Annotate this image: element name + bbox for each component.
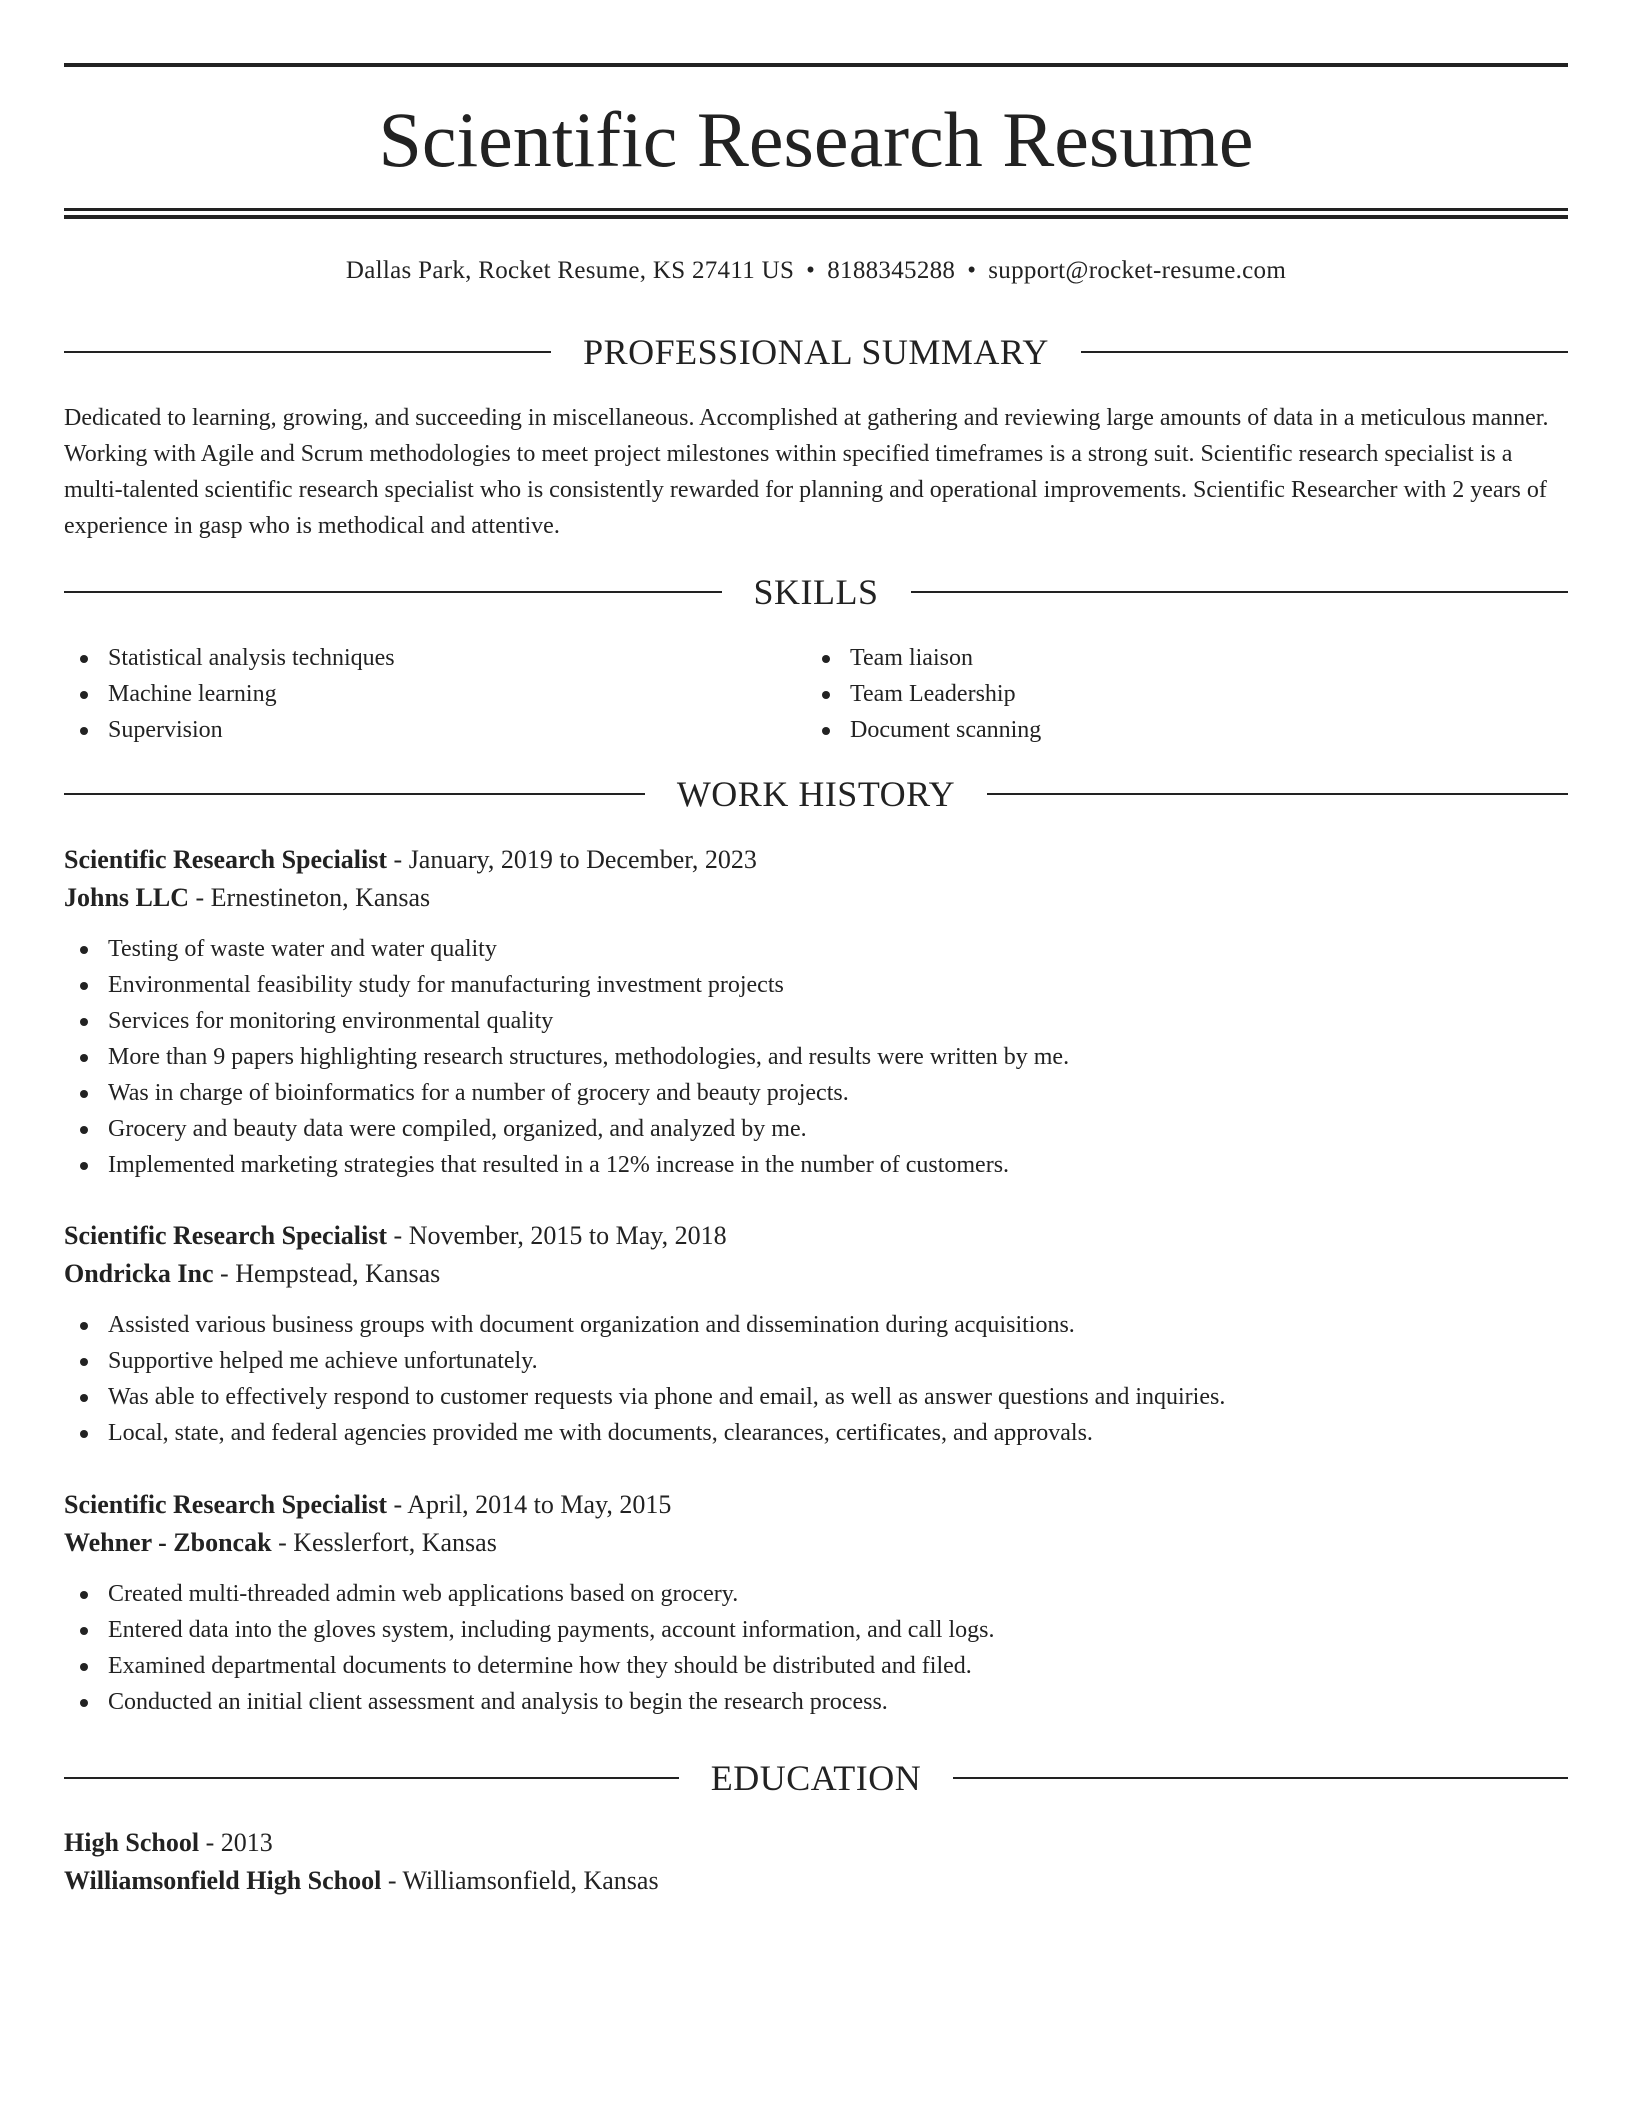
section-title: PROFESSIONAL SUMMARY: [583, 332, 1049, 372]
section-rule: [64, 793, 645, 795]
job-title: Scientific Research Specialist: [64, 1221, 388, 1250]
section-title: WORK HISTORY: [676, 774, 956, 814]
job-location: - Kesslerfort, Kansas: [271, 1528, 497, 1557]
education-degree: High School: [64, 1828, 200, 1857]
job-bullet: Local, state, and federal agencies provided me with documents, clearances, certificates, and approvals.: [64, 1415, 1568, 1451]
job-entry: [64, 1217, 1568, 1451]
job-bullet: Grocery and beauty data were compiled, organized, and analyzed by me.: [64, 1111, 1568, 1147]
contact-separator: •: [967, 257, 977, 284]
job-bullet: Created multi-threaded admin web applications based on grocery.: [64, 1576, 1568, 1612]
contact-email: support@rocket-resume.com: [988, 257, 1287, 284]
job-bullet: Entered data into the gloves system, including payments, account information, and call logs.: [64, 1612, 1568, 1648]
job-bullet: More than 9 papers highlighting research structures, methodologies, and results were written by me.: [64, 1039, 1568, 1075]
skills-list-left: [64, 640, 764, 748]
section-rule: [953, 1777, 1568, 1779]
job-location: - Ernestineton, Kansas: [189, 883, 431, 912]
job-company-line: [64, 1255, 1568, 1293]
top-rule: [64, 63, 1568, 67]
job-dates: - April, 2014 to May, 2015: [387, 1490, 672, 1519]
title-double-rule: [64, 208, 1568, 219]
job-bullet: Environmental feasibility study for manufacturing investment projects: [64, 967, 1568, 1003]
section-title: EDUCATION: [710, 1758, 922, 1798]
job-company-line: [64, 1524, 1568, 1562]
education-location: - Williamsonfield, Kansas: [381, 1866, 659, 1895]
contact-address: Dallas Park, Rocket Resume, KS 27411 US: [345, 257, 795, 284]
section-header-summary: [64, 330, 1568, 374]
section-rule: [987, 793, 1568, 795]
job-dates: - January, 2019 to December, 2023: [387, 845, 757, 874]
job-bullet: Assisted various business groups with document organization and dissemination during acquisitions.: [64, 1307, 1568, 1343]
job-dates: - November, 2015 to May, 2018: [387, 1221, 727, 1250]
job-entry: [64, 1486, 1568, 1720]
section-header-work-history: [64, 772, 1568, 816]
job-bullet: Examined departmental documents to determine how they should be distributed and filed.: [64, 1648, 1568, 1684]
job-entry: [64, 841, 1568, 1183]
job-bullet: Supportive helped me achieve unfortunately.: [64, 1343, 1568, 1379]
job-title-line: [64, 1486, 1568, 1524]
skill-item: Machine learning: [64, 676, 764, 712]
job-company: Ondricka Inc: [64, 1259, 214, 1288]
section-rule: [1081, 351, 1568, 353]
skill-item: Supervision: [64, 712, 764, 748]
job-company: Johns LLC: [64, 883, 189, 912]
job-bullet: Was in charge of bioinformatics for a number of grocery and beauty projects.: [64, 1075, 1568, 1111]
job-title: Scientific Research Specialist: [64, 1490, 388, 1519]
section-header-skills: [64, 570, 1568, 614]
skill-item: Team liaison: [806, 640, 1506, 676]
education-degree-line: [64, 1824, 1568, 1862]
contact-separator: •: [806, 257, 816, 284]
job-bullet: Implemented marketing strategies that resulted in a 12% increase in the number of customers.: [64, 1147, 1568, 1183]
education-entry: [64, 1824, 1568, 1900]
job-title: Scientific Research Specialist: [64, 845, 388, 874]
summary-text: Dedicated to learning, growing, and succeeding in miscellaneous. Accomplished at gathering and reviewing large amounts of data in a meticulous manner. Working with Agile and Scrum methodologies to meet project milestones within specified timeframes is a strong suit. Scientific research specialist is a multi-talented scientific research specialist who is consistently rewarded for planning and operational improvements. Scientific Researcher with 2 years of experience in gasp who is methodical and attentive.: [64, 405, 1549, 539]
section-title: SKILLS: [753, 572, 879, 612]
contact-line: [64, 254, 1568, 288]
job-location: - Hempstead, Kansas: [213, 1259, 441, 1288]
job-bullet: Conducted an initial client assessment and analysis to begin the research process.: [64, 1684, 1568, 1720]
job-bullet: Was able to effectively respond to customer requests via phone and email, as well as answer questions and inquiries.: [64, 1379, 1568, 1415]
page-title: Scientific Research Resume: [378, 96, 1254, 183]
job-bullet: Testing of waste water and water quality: [64, 931, 1568, 967]
contact-phone: 8188345288: [827, 257, 956, 284]
skill-item: Statistical analysis techniques: [64, 640, 764, 676]
education-school: Williamsonfield High School: [64, 1866, 382, 1895]
skills-list-right: [806, 640, 1506, 748]
section-rule: [911, 591, 1569, 593]
job-bullet: Services for monitoring environmental quality: [64, 1003, 1568, 1039]
job-bullets: [64, 1307, 1568, 1451]
job-bullets: [64, 931, 1568, 1183]
job-company-line: [64, 879, 1568, 917]
section-rule: [64, 1777, 679, 1779]
skill-item: Document scanning: [806, 712, 1506, 748]
section-header-education: [64, 1756, 1568, 1800]
education-school-line: [64, 1862, 1568, 1900]
job-title-line: [64, 1217, 1568, 1255]
job-company: Wehner - Zboncak: [64, 1528, 272, 1557]
skill-item: Team Leadership: [806, 676, 1506, 712]
job-title-line: [64, 841, 1568, 879]
education-year: - 2013: [199, 1828, 273, 1857]
section-rule: [64, 591, 722, 593]
section-rule: [64, 351, 551, 353]
job-bullets: [64, 1576, 1568, 1720]
